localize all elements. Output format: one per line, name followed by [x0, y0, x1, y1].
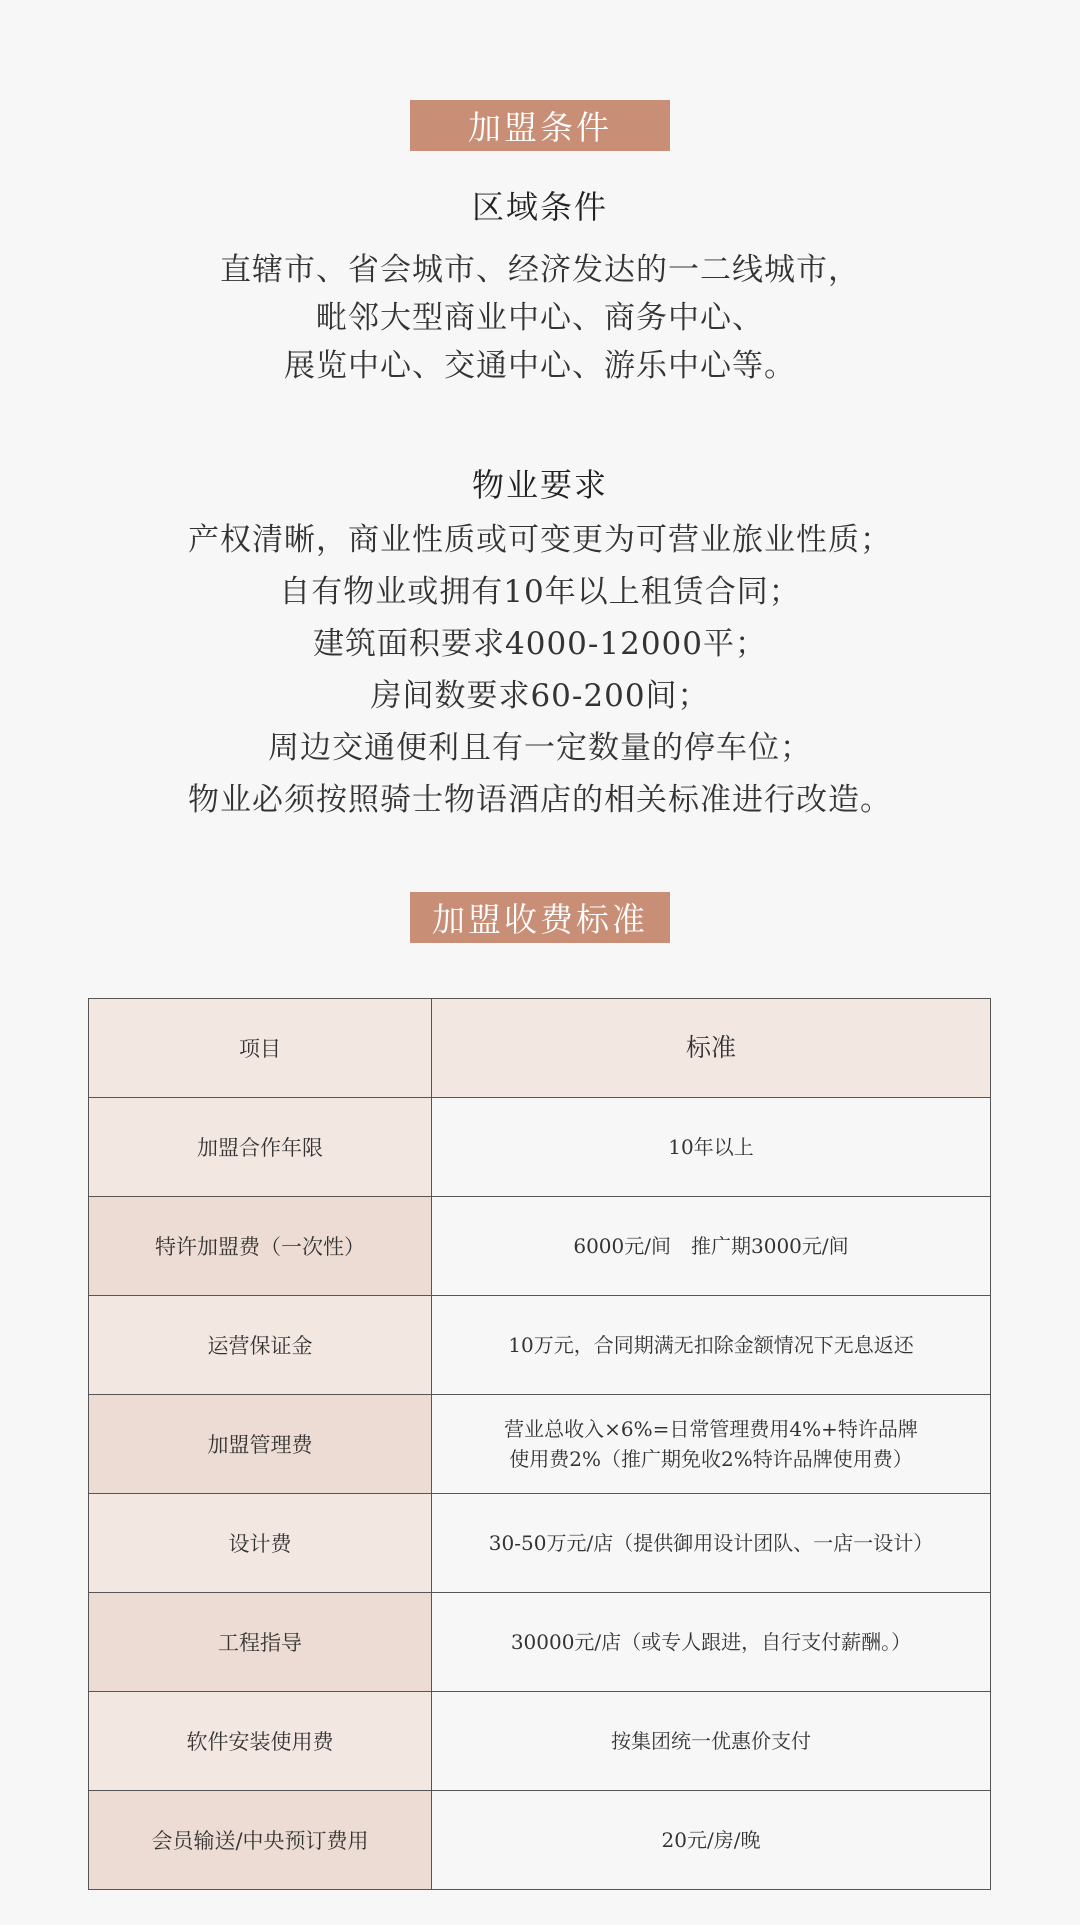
property-line: 周边交通便利且有一定数量的停车位； [268, 730, 812, 766]
standard-text: 30-50万元/店（提供御用设计团队、一店一设计） [488, 1531, 934, 1555]
property-line: 建筑面积要求4000-12000平； [313, 626, 767, 662]
region-line: 毗邻大型商业中心、商务中心、 [316, 300, 764, 336]
fee-standard-badge: 加盟收费标准 [410, 892, 670, 943]
table-row [89, 1296, 991, 1395]
row-item: 运营保证金 [89, 1296, 432, 1395]
standard-text: 10万元，合同期满无扣除金额情况下无息返还 [508, 1333, 914, 1357]
row-standard [432, 1395, 991, 1494]
region-line: 展览中心、交通中心、游乐中心等。 [284, 348, 796, 384]
property-line: 房间数要求60-200间； [370, 678, 710, 714]
row-item: 工程指导 [89, 1593, 432, 1692]
standard-text: 按集团统一优惠价支付 [611, 1729, 811, 1753]
row-item: 软件安装使用费 [89, 1692, 432, 1791]
standard-text: 20元/房/晚 [661, 1828, 761, 1852]
row-item: 加盟合作年限 [89, 1098, 432, 1197]
row-standard [432, 1791, 991, 1890]
row-standard [432, 1197, 991, 1296]
table-row [89, 1494, 991, 1593]
table-header-row [89, 999, 991, 1098]
row-standard [432, 1098, 991, 1197]
row-standard [432, 1593, 991, 1692]
row-standard [432, 1296, 991, 1395]
row-standard [432, 1494, 991, 1593]
standard-text: 10年以上 [668, 1135, 754, 1159]
row-item: 加盟管理费 [89, 1395, 432, 1494]
fee-table [88, 998, 991, 1890]
header-standard: 标准 [432, 999, 991, 1098]
standard-text: 使用费2%（推广期免收2%特许品牌使用费） [509, 1447, 913, 1471]
table-row [89, 1098, 991, 1197]
region-line: 直辖市、省会城市、经济发达的一二线城市， [220, 252, 860, 288]
table-row [89, 1593, 991, 1692]
table-row [89, 1692, 991, 1791]
standard-text: 营业总收入×6%=日常管理费用4%+特许品牌 [504, 1417, 918, 1441]
property-requirements-title: 物业要求 [471, 466, 608, 504]
join-conditions-badge: 加盟条件 [410, 100, 670, 151]
row-standard [432, 1692, 991, 1791]
table-row [89, 1395, 991, 1494]
header-item: 项目 [89, 999, 432, 1098]
table-row [89, 1791, 991, 1890]
property-line: 自有物业或拥有10年以上租赁合同； [279, 574, 801, 610]
table-row [89, 1197, 991, 1296]
row-item: 设计费 [89, 1494, 432, 1593]
row-item: 会员输送/中央预订费用 [89, 1791, 432, 1890]
region-conditions-title: 区域条件 [471, 188, 608, 226]
property-line: 物业必须按照骑士物语酒店的相关标准进行改造。 [188, 782, 892, 818]
standard-text: 30000元/店（或专人跟进，自行支付薪酬。） [510, 1630, 912, 1654]
row-item: 特许加盟费（一次性） [89, 1197, 432, 1296]
standard-text: 6000元/间 推广期3000元/间 [573, 1234, 849, 1258]
property-line: 产权清晰，商业性质或可变更为可营业旅业性质； [188, 522, 892, 558]
